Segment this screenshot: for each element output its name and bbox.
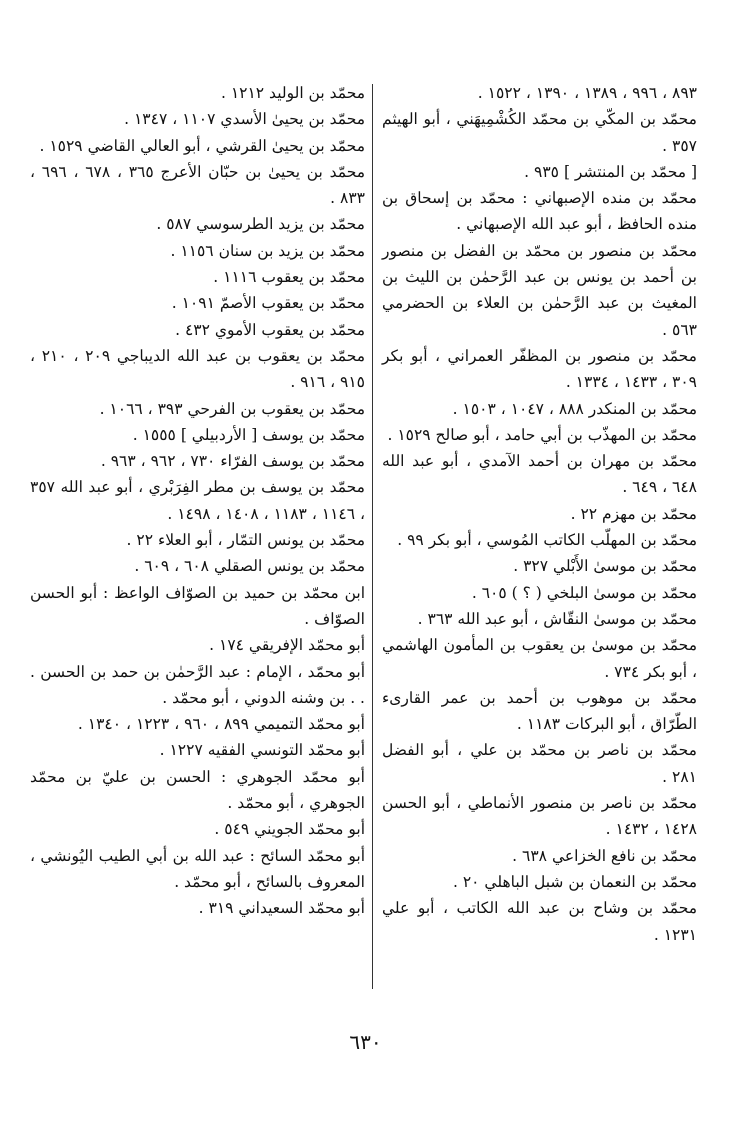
index-entry: محمّد بن يوسف الفرّاء ٧٣٠ ، ٩٦٢ ، ٩٦٣ . [100,452,365,471]
index-entry: أبو محمّد الجوهري : الحسن بن عليّ بن محمّد الجوهري ، أبو محمّد . [30,767,365,813]
index-entry: محمّد بن ناصر بن محمّد بن علي ، أبو الفضل ٢٨١ . [382,741,697,786]
index-entry: محمّد بن موسىٰ بن يعقوب بن المأمون الهاشمي ، أبو بكر ٧٣٤ . [382,636,697,681]
index-entry: محمّد بن ناصر بن منصور الأنماطي ، أبو الحسن ١٤٢٨ ، ١٤٣٢ . [382,794,697,839]
index-entry: محمّد بن منصور بن محمّد بن الفضل بن منصور بن أحمد بن يونس بن عبد الرَّحمٰن بن الليث بن المغيث بن عبد الرَّحمٰن بن العلاء بن الحضرمي ٥٦٣ . [382,241,697,339]
page-number: ٦٣٠ [349,1030,382,1054]
index-entry: محمّد بن وشاح بن عبد الله الكاتب ، أبو علي ١٢٣١ . [382,899,697,944]
index-column-left [30,80,365,922]
index-entry: محمّد بن يزيد بن سنان ١١٥٦ . [170,241,365,260]
index-entry: محمّد بن المنكدر ٨٨٨ ، ١٠٤٧ ، ١٥٠٣ . [452,399,697,418]
column-divider [372,84,373,989]
index-entry: محمّد بن يونس التمّار ، أبو العلاء ٢٢ . [126,531,365,550]
index-column-right [382,80,697,948]
index-entry: أبو محمّد التميمي ٨٩٩ ، ٩٦٠ ، ١٢٢٣ ، ١٣٤٠ . [77,715,365,734]
index-entry: محمّد بن منده الإصبهاني : محمّد بن إسحاق بن منده الحافظ ، أبو عبد الله الإصبهاني . [382,189,697,234]
index-entry: محمّد بن موهوب بن أحمد بن عمر القارىء الطّرّاق ، أبو البركات ١١٨٣ . [382,688,697,734]
index-entry: محمّد بن الوليد ١٢١٢ . [220,84,365,102]
index-entry: محمّد بن موسىٰ الأَبْلي ٣٢٧ . [513,557,697,576]
index-entry: أبو محمّد التونسي الفقيه ١٢٢٧ . [159,741,365,760]
index-entry: محمّد بن يعقوب ١١١٦ . [213,268,365,287]
index-entry: محمّد بن يوسف [ الأردبيلي ] ١٥٥٥ . [132,425,365,444]
index-entry: محمّد بن موسىٰ النقّاش ، أبو عبد الله ٣٦٣ . [417,609,697,628]
index-entry: محمّد بن يعقوب الأموي ٤٣٢ . [175,320,365,339]
index-entry: محمّد بن النعمان بن شبل الباهلي ٢٠ . [452,872,697,891]
index-entry: محمّد بن يحيىٰ القرشي ، أبو العالي القاضي ١٥٢٩ . [39,136,365,155]
index-entry: [ محمّد بن المنتشر ] ٩٣٥ . [524,162,697,181]
index-entry: محمّد بن مهران بن أحمد الآمدي ، أبو عبد الله ٦٤٨ ، ٦٤٩ . [382,452,697,497]
index-entry: محمّد بن يحيىٰ بن حبّان الأعرج ٣٦٥ ، ٦٧٨ ، ٦٩٦ ، ٨٣٣ . [30,162,366,208]
index-entry: محمّد بن موسىٰ البلخي ( ؟ ) ٦٠٥ . [471,583,697,602]
index-entry: أبو محمّد السائح : عبد الله بن أبي الطيب اليُونشي ، المعروف بالسائح ، أبو محمّد . [30,846,365,891]
index-entry: محمّد بن المكّي بن محمّد الكُشْمِيهَني ، أبو الهيثم ٣٥٧ . [382,110,697,155]
index-entry: محمّد بن يوسف بن مطر الفِرَبْري ، أبو عبد الله ٣٥٧ ، ١١٤٦ ، ١١٨٣ ، ١٤٠٨ ، ١٤٩٨ . [30,478,365,523]
index-entry: ابن محمّد بن حميد بن الصوّاف الواعظ : أبو الحسن الصوّاف . [30,583,365,628]
index-entry: محمّد بن يحيىٰ الأسدي ١١٠٧ ، ١٣٤٧ . [124,110,365,129]
index-entry: محمّد بن مهزم ٢٢ . [570,504,697,523]
index-entry: أبو محمّد ، الإمام : عبد الرَّحمٰن بن حمد بن الحسن . . . بن وشنه الدوني ، أبو محمّد . [30,662,365,707]
index-entry: أبو محمّد السعيداني ٣١٩ . [198,899,365,918]
index-entry: محمّد بن يعقوب الأصمّ ١٠٩١ . [171,294,365,313]
index-entry: أبو محمّد الجويني ٥٤٩ . [214,820,365,839]
index-entry: محمّد بن يعقوب بن عبد الله الديباجي ٢٠٩ ، ٢١٠ ، ٩١٥ ، ٩١٦ . [30,346,365,392]
index-entry: محمّد بن يزيد الطرسوسي ٥٨٧ . [156,215,365,234]
index-entry: محمّد بن يعقوب بن الفرحي ٣٩٣ ، ١٠٦٦ . [99,399,365,418]
index-entry: ٨٩٣ ، ٩٩٦ ، ١٣٨٩ ، ١٣٩٠ ، ١٥٢٢ . [477,84,697,102]
index-entry: محمّد بن المهلّب الكاتب المُوسي ، أبو بكر ٩٩ . [397,531,697,550]
index-entry: محمّد بن المهذّب بن أبي حامد ، أبو صالح ١٥٢٩ . [387,425,697,444]
index-entry: محمّد بن منصور بن المظفّر العمراني ، أبو بكر ٣٠٩ ، ١٤٣٣ ، ١٣٣٤ . [382,346,697,392]
index-entry: أبو محمّد الإفريقي ١٧٤ . [209,636,365,655]
index-entry: محمّد بن نافع الخزاعي ٦٣٨ . [512,846,697,865]
index-entry: محمّد بن يونس الصقلي ٦٠٨ ، ٦٠٩ . [134,557,365,576]
